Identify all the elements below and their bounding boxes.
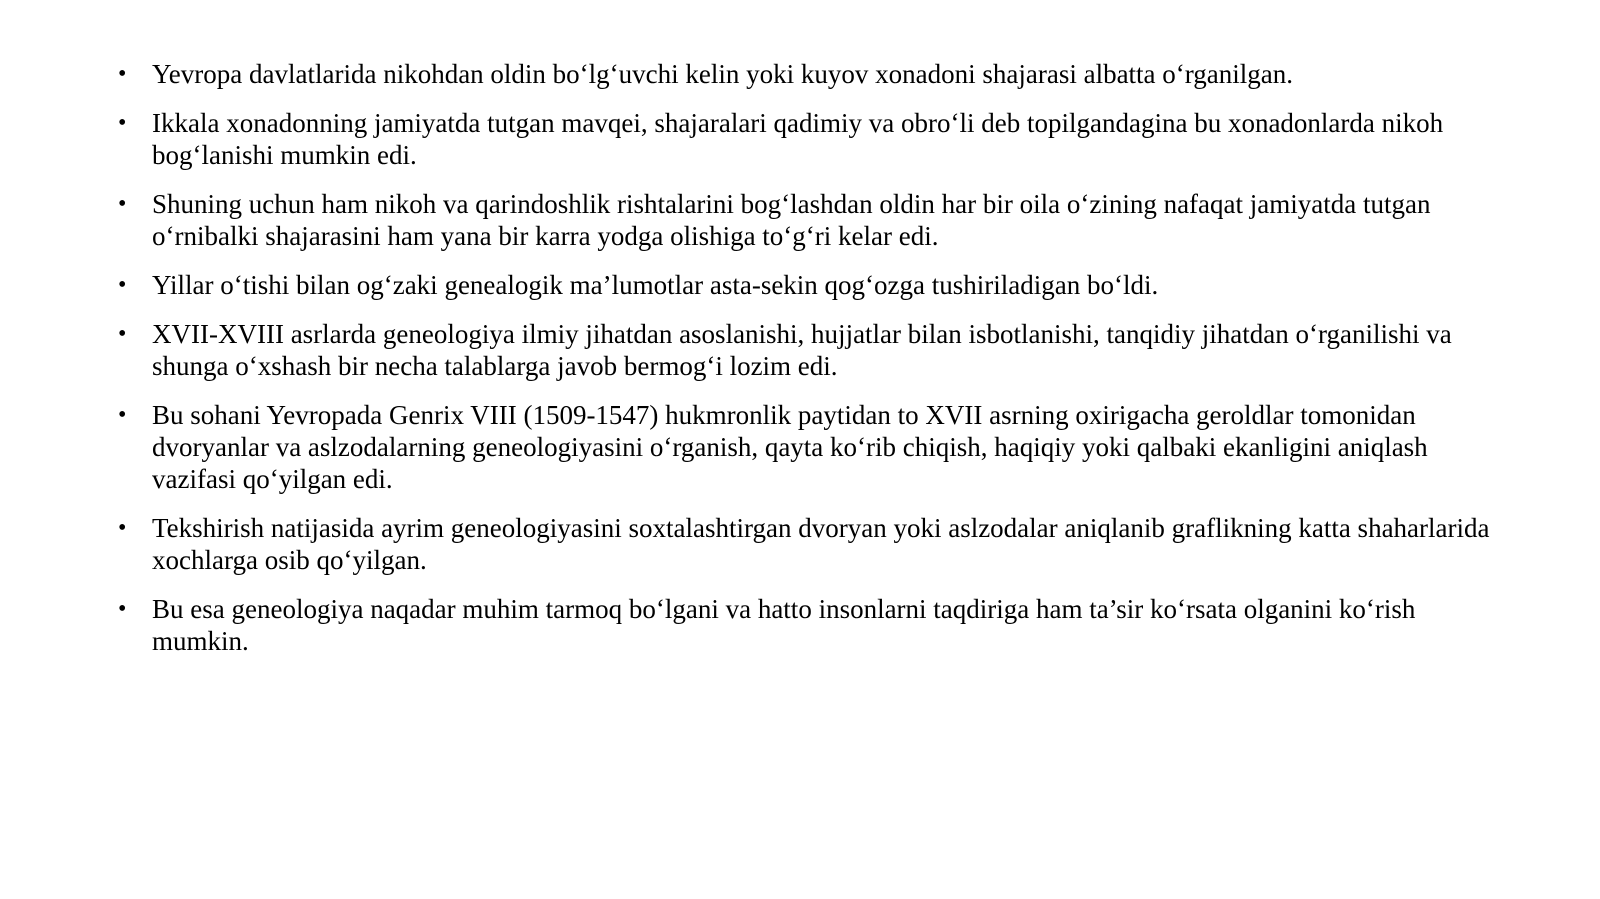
bullet-text: Bu esa geneologiya naqadar muhim tarmoq bo‘lgani va hatto insonlarni taqdiriga ham ta’sir ko‘rsata olganini ko‘rish mumkin. bbox=[152, 594, 1416, 656]
bullet-item-1 bbox=[118, 58, 1498, 90]
bullet-item-6 bbox=[118, 399, 1498, 495]
bullet-item-7 bbox=[118, 512, 1498, 576]
bullet-item-4 bbox=[118, 269, 1498, 301]
bullet-text: Tekshirish natijasida ayrim geneologiyasini soxtalashtirgan dvoryan yoki aslzodalar aniqlanib graflikning katta shaharlarida xochlarga osib qo‘yilgan. bbox=[152, 513, 1490, 575]
bullet-marker: • bbox=[118, 191, 127, 217]
bullet-text: XVII-XVIII asrlarda geneologiya ilmiy jihatdan asoslanishi, hujjatlar bilan isbotlanishi, tanqidiy jihatdan o‘rganilishi va shunga o‘xshash bir necha talablarga javob bermog‘i lozim edi. bbox=[152, 319, 1452, 381]
bullet-marker: • bbox=[118, 321, 127, 347]
bullet-text: Yillar o‘tishi bilan og‘zaki genealogik ma’lumotlar asta-sekin qog‘ozga tushiriladigan bo‘ldi. bbox=[152, 270, 1159, 300]
bullet-list bbox=[118, 58, 1498, 674]
bullet-text: Yevropa davlatlarida nikohdan oldin bo‘lg‘uvchi kelin yoki kuyov xonadoni shajarasi albatta o‘rganilgan. bbox=[152, 59, 1294, 89]
bullet-text: Bu sohani Yevropada Genrix VIII (1509-1547) hukmronlik paytidan to XVII asrning oxirigacha geroldlar tomonidan dvoryanlar va aslzodalarning geneologiyasini o‘rganish, qayta ko‘rib chiqish, haqiqiy yoki qalbaki ekanligini aniqlash vazifasi qo‘yilgan edi. bbox=[152, 400, 1428, 494]
bullet-marker: • bbox=[118, 515, 127, 541]
bullet-item-5 bbox=[118, 318, 1498, 382]
bullet-marker: • bbox=[118, 110, 127, 136]
bullet-marker: • bbox=[118, 402, 127, 428]
bullet-item-3 bbox=[118, 188, 1498, 252]
bullet-marker: • bbox=[118, 61, 127, 87]
bullet-text: Ikkala xonadonning jamiyatda tutgan mavqei, shajaralari qadimiy va obro‘li deb topilgandagina bu xonadonlarda nikoh bog‘lanishi mumkin edi. bbox=[152, 108, 1444, 170]
bullet-item-8 bbox=[118, 593, 1498, 657]
bullet-text: Shuning uchun ham nikoh va qarindoshlik rishtalarini bog‘lashdan oldin har bir oila o‘zining nafaqat jamiyatda tutgan o‘rnibalki shajarasini ham yana bir karra yodga olishiga to‘g‘ri kelar edi. bbox=[152, 189, 1431, 251]
bullet-marker: • bbox=[118, 596, 127, 622]
bullet-item-2 bbox=[118, 107, 1498, 171]
bullet-marker: • bbox=[118, 272, 127, 298]
